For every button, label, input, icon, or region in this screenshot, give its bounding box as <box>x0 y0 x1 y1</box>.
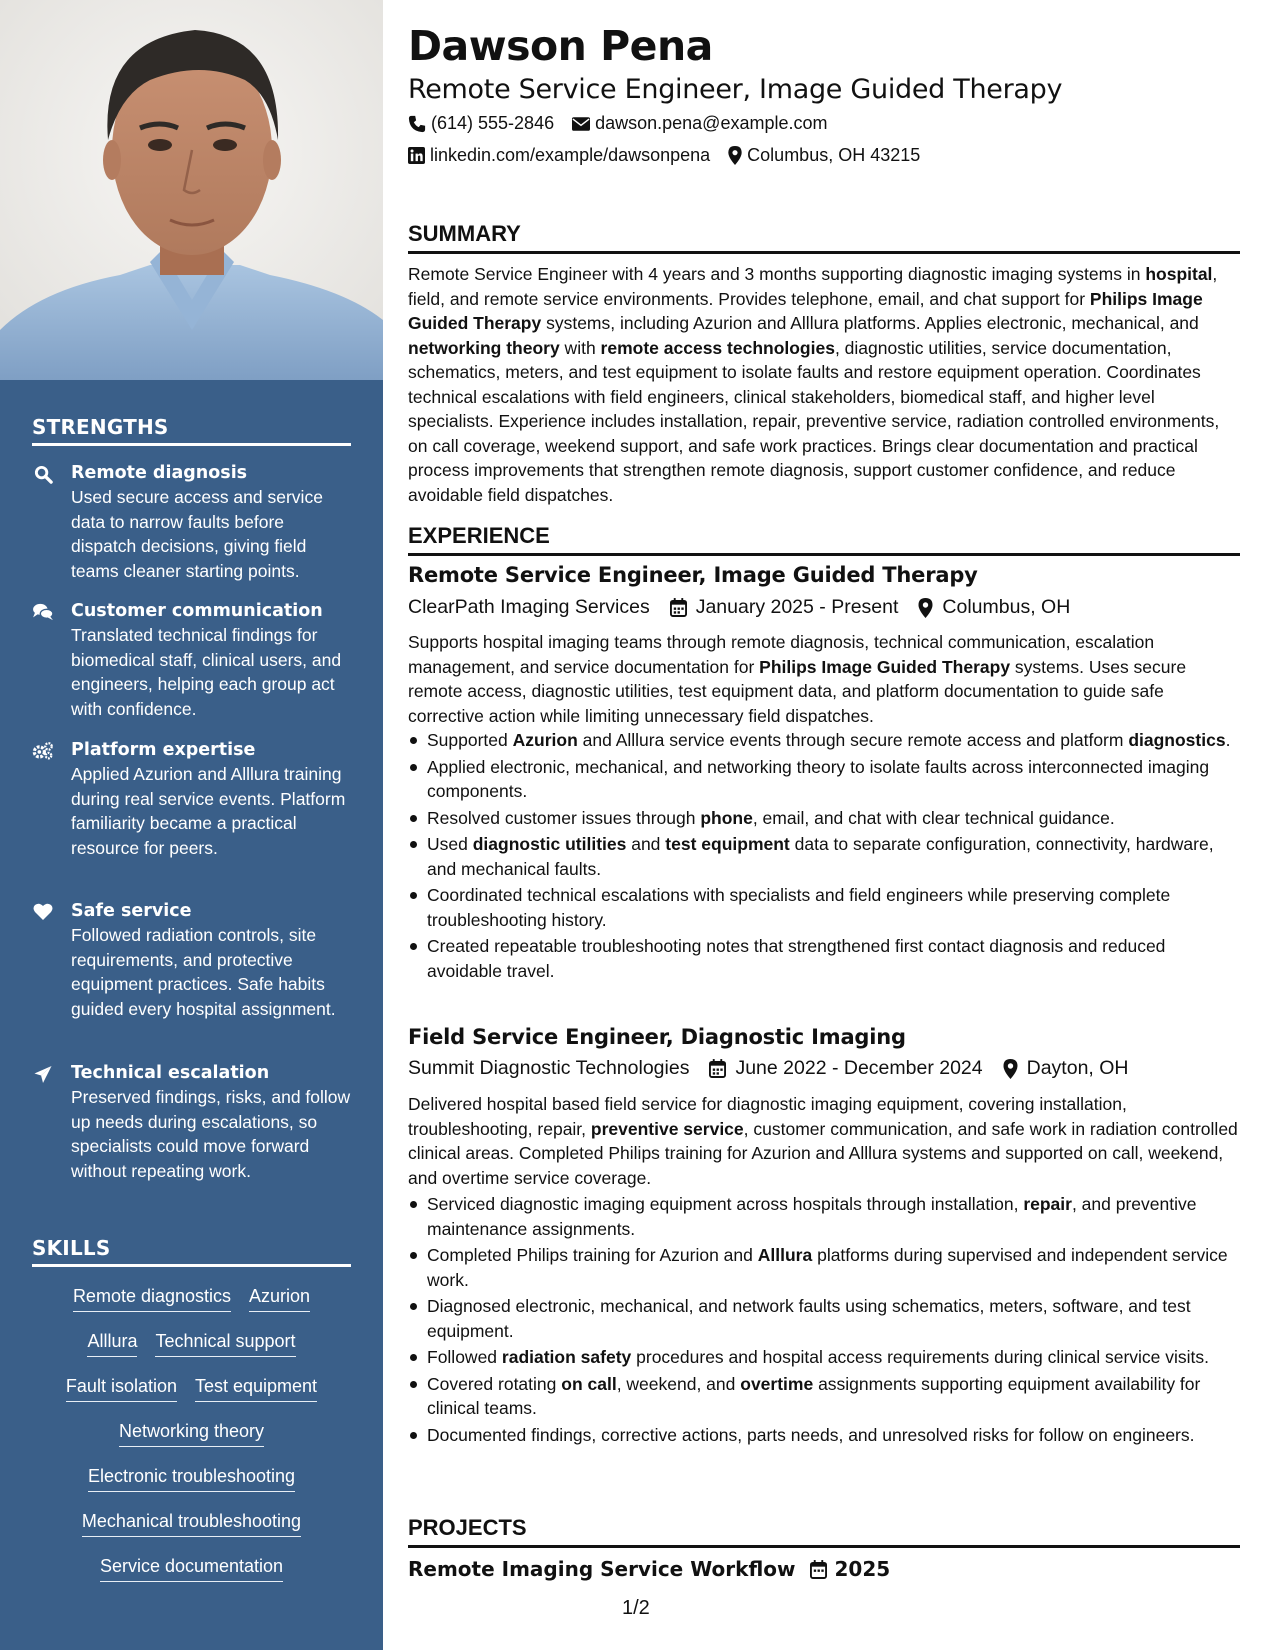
strength-title: Remote diagnosis <box>71 463 248 483</box>
text-run: Diagnosed electronic, mechanical, and network faults using schematics, meters, software, and test equipment. <box>427 1296 1191 1341</box>
experience-heading: EXPERIENCE <box>408 523 1240 556</box>
skills-row <box>0 1419 383 1447</box>
text-run: platforms during supervised and independent service work. <box>427 1245 1228 1290</box>
project-year: 2025 <box>834 1557 891 1581</box>
envelope-icon <box>572 117 590 131</box>
skill-tag: Remote diagnostics <box>73 1284 231 1312</box>
bold-text: radiation safety <box>501 1347 632 1367</box>
skills-row <box>0 1554 383 1582</box>
job-dates: January 2025 - Present <box>695 596 899 618</box>
job-meta <box>408 1057 1129 1080</box>
job-meta <box>408 596 1070 619</box>
strength-customer-communication <box>32 599 352 721</box>
bold-text: test equipment <box>665 834 790 854</box>
bold-text: preventive service <box>590 1118 744 1139</box>
text-run: assignments supporting equipment availability for clinical teams. <box>427 1373 1201 1418</box>
strength-description: Followed radiation controls, site requirements, and protective equipment practices. Safe habits guided every hospital assignment. <box>71 925 336 1019</box>
bold-text: networking theory <box>408 337 560 358</box>
bold-text: diagnostic utilities <box>472 834 627 854</box>
text-run: , diagnostic utilities, service documentation, schematics, meters, and test equipment to isolate faults and restore equipment operation. Coordinates technical escalations with field engineers, clinical stakeholders, biomedical staff, and higher level specialists. Experience includes installation, repair, preventive service, radiation controlled environments, on call coverage, weekend support, and safe work practices. Brings clear documentation and practical process improvements that strengthen remote diagnosis, support customer confidence, and reduce avoidable field dispatches. <box>408 337 1220 505</box>
text-run: and <box>626 834 666 854</box>
text-run: data to separate configuration, connectivity, hardware, and mechanical faults. <box>427 834 1214 879</box>
text-run: Followed <box>427 1347 502 1367</box>
bold-text: phone <box>700 807 753 828</box>
text-run: procedures and hospital access requirements during clinical service visits. <box>631 1347 1210 1367</box>
bold-text: overtime <box>740 1373 814 1394</box>
profile-photo <box>0 0 383 380</box>
text-run: . <box>1225 730 1231 750</box>
bold-text: repair <box>1023 1194 1072 1214</box>
page-number: 1/2 <box>622 1597 650 1619</box>
bullet-item <box>408 755 1240 804</box>
paper-plane-icon <box>32 1063 54 1085</box>
strengths-heading: STRENGTHS <box>32 415 351 446</box>
bullet-item <box>408 1372 1240 1421</box>
strength-technical-escalation <box>32 1061 352 1183</box>
skill-tag: Service documentation <box>100 1554 283 1582</box>
bullet-item <box>408 1192 1240 1241</box>
strength-title: Technical escalation <box>71 1063 270 1083</box>
bullet-item <box>408 806 1240 831</box>
job-bullets <box>408 728 1240 985</box>
skill-tag: Test equipment <box>195 1374 317 1402</box>
job-location: Dayton, OH <box>1026 1057 1129 1079</box>
text-run: with <box>559 337 601 358</box>
job-summary <box>408 630 1240 728</box>
bullet-item <box>408 1423 1240 1448</box>
skills-heading: SKILLS <box>32 1236 351 1267</box>
text-run: Supported <box>427 730 513 750</box>
job-company: ClearPath Imaging Services <box>408 596 650 618</box>
text-run: Supports hospital imaging teams through remote diagnosis, technical communication, escalation management, and service documentation for <box>408 632 1155 677</box>
skills-row <box>0 1374 383 1402</box>
contact-row <box>408 113 846 134</box>
text-run: , and preventive maintenance assignments. <box>427 1194 1197 1239</box>
gears-icon <box>32 740 54 762</box>
bold-text: diagnostics <box>1128 730 1226 750</box>
bold-text: Azurion <box>512 730 578 750</box>
job-location: Columbus, OH <box>942 596 1071 618</box>
text-run: Applied electronic, mechanical, and networking theory to isolate faults across interconnected imaging components. <box>427 756 1210 801</box>
strength-title: Safe service <box>71 901 192 921</box>
job-company: Summit Diagnostic Technologies <box>408 1057 690 1079</box>
candidate-title: Remote Service Engineer, Image Guided Therapy <box>408 74 1063 105</box>
strength-platform-expertise <box>32 738 352 860</box>
bullet-item <box>408 883 1240 932</box>
skills-row <box>0 1284 383 1312</box>
text-run: Covered rotating <box>427 1373 562 1394</box>
linkedin-text: linkedin.com/example/dawsonpena <box>430 145 711 165</box>
text-run: Created repeatable troubleshooting notes that strengthened first contact diagnosis and reduced avoidable travel. <box>427 936 1166 981</box>
job-dates: June 2022 - December 2024 <box>735 1057 983 1079</box>
phone-text: (614) 555-2846 <box>431 113 555 133</box>
bullet-item <box>408 1294 1240 1343</box>
contact-row <box>408 145 938 166</box>
location-contact <box>728 145 920 166</box>
chat-icon <box>32 601 54 623</box>
linkedin-icon <box>408 147 425 164</box>
project-title: Remote Imaging Service Workflow <box>408 1557 796 1581</box>
text-run: Used <box>427 834 473 854</box>
skills-row <box>0 1329 383 1357</box>
sidebar <box>0 0 383 1650</box>
calendar-icon <box>670 598 687 617</box>
skill-tag: Fault isolation <box>66 1374 177 1402</box>
bold-text: on call <box>561 1373 617 1394</box>
candidate-name: Dawson Pena <box>408 22 713 70</box>
summary-text <box>408 262 1240 507</box>
bullet-item <box>408 1243 1240 1292</box>
bullet-item <box>408 1345 1240 1370</box>
bullet-item <box>408 934 1240 983</box>
skill-tag: Electronic troubleshooting <box>88 1464 295 1492</box>
strength-description: Translated technical findings for biomedical staff, clinical users, and engineers, helping each group act with confidence. <box>71 625 342 719</box>
project-item <box>408 1557 890 1581</box>
text-run: , email, and chat with clear technical guidance. <box>752 807 1115 828</box>
location-text: Columbus, OH 43215 <box>747 145 921 165</box>
phone-icon <box>408 115 426 133</box>
text-run: systems. Uses secure remote access, diagnostic utilities, test equipment data, and platform documentation to guide safe corrective action while limiting unnecessary field dispatches. <box>408 656 1187 726</box>
text-run: systems, including Azurion and Alllura platforms. Applies electronic, mechanical, and <box>541 313 1199 333</box>
phone-contact[interactable] <box>408 113 554 134</box>
text-run: Remote Service Engineer with 4 years and 3 months supporting diagnostic imaging systems in <box>408 264 1146 284</box>
bullet-item <box>408 728 1240 753</box>
summary-heading: SUMMARY <box>408 221 1240 254</box>
search-icon <box>32 463 54 485</box>
strength-safe-service <box>32 899 352 1021</box>
text-run: Completed Philips training for Azurion and <box>427 1245 758 1265</box>
strength-description: Applied Azurion and Alllura training during real service events. Platform familiarity became a practical resource for peers. <box>71 764 346 858</box>
calendar-icon <box>810 1560 827 1579</box>
skill-tag: Technical support <box>155 1329 295 1357</box>
strength-remote-diagnosis <box>32 461 352 583</box>
bold-text: Philips Image Guided Therapy <box>759 656 1011 677</box>
job-bullets <box>408 1192 1240 1449</box>
bold-text: Philips Image Guided Therapy <box>408 288 1203 333</box>
text-run: Resolved customer issues through <box>427 807 701 828</box>
skills-row <box>0 1509 383 1537</box>
text-run: , customer communication, and safe work in radiation controlled clinical areas. Completed Philips training for Azurion and Alllura systems and supported on call, weekend, and overtime service coverage. <box>408 1118 1238 1188</box>
text-run: and Alllura service events through secure remote access and platform <box>577 730 1129 750</box>
skills-row <box>0 1464 383 1492</box>
map-pin-icon <box>918 598 933 618</box>
skill-tag: Mechanical troubleshooting <box>82 1509 301 1537</box>
text-run: Serviced diagnostic imaging equipment across hospitals through installation, <box>427 1194 1024 1214</box>
text-run: Documented findings, corrective actions, parts needs, and unresolved risks for follow on engineers. <box>427 1424 1195 1445</box>
text-run: , weekend, and <box>616 1373 741 1394</box>
map-pin-icon <box>1003 1059 1018 1079</box>
bold-text: Alllura <box>757 1245 813 1265</box>
text-run: , field, and remote service environments. Provides telephone, email, and chat support for <box>408 264 1218 309</box>
skill-tag: Alllura <box>87 1329 137 1357</box>
skill-tag: Azurion <box>249 1284 310 1312</box>
email-contact[interactable] <box>572 113 827 134</box>
job-title: Remote Service Engineer, Image Guided Therapy <box>408 563 978 587</box>
bullet-item <box>408 832 1240 881</box>
skill-tag: Networking theory <box>119 1419 264 1447</box>
bold-text: remote access technologies <box>600 337 835 358</box>
job-summary <box>408 1092 1240 1190</box>
calendar-icon <box>709 1059 726 1078</box>
map-pin-icon <box>728 146 742 165</box>
heart-icon <box>32 901 54 923</box>
text-run: Delivered hospital based field service for diagnostic imaging equipment, covering installation, troubleshooting, repair, <box>408 1094 1127 1139</box>
bold-text: hospital <box>1145 264 1213 284</box>
job-title: Field Service Engineer, Diagnostic Imaging <box>408 1025 906 1049</box>
strength-title: Customer communication <box>71 601 323 621</box>
email-text: dawson.pena@example.com <box>595 113 828 133</box>
strength-description: Preserved findings, risks, and follow up needs during escalations, so specialists could move forward without repeating work. <box>71 1087 351 1181</box>
strength-title: Platform expertise <box>71 740 256 760</box>
projects-heading: PROJECTS <box>408 1515 1240 1548</box>
text-run: Coordinated technical escalations with specialists and field engineers while preserving complete troubleshooting history. <box>427 885 1171 930</box>
strength-description: Used secure access and service data to narrow faults before dispatch decisions, giving field teams cleaner starting points. <box>71 487 323 581</box>
linkedin-contact[interactable] <box>408 145 710 166</box>
